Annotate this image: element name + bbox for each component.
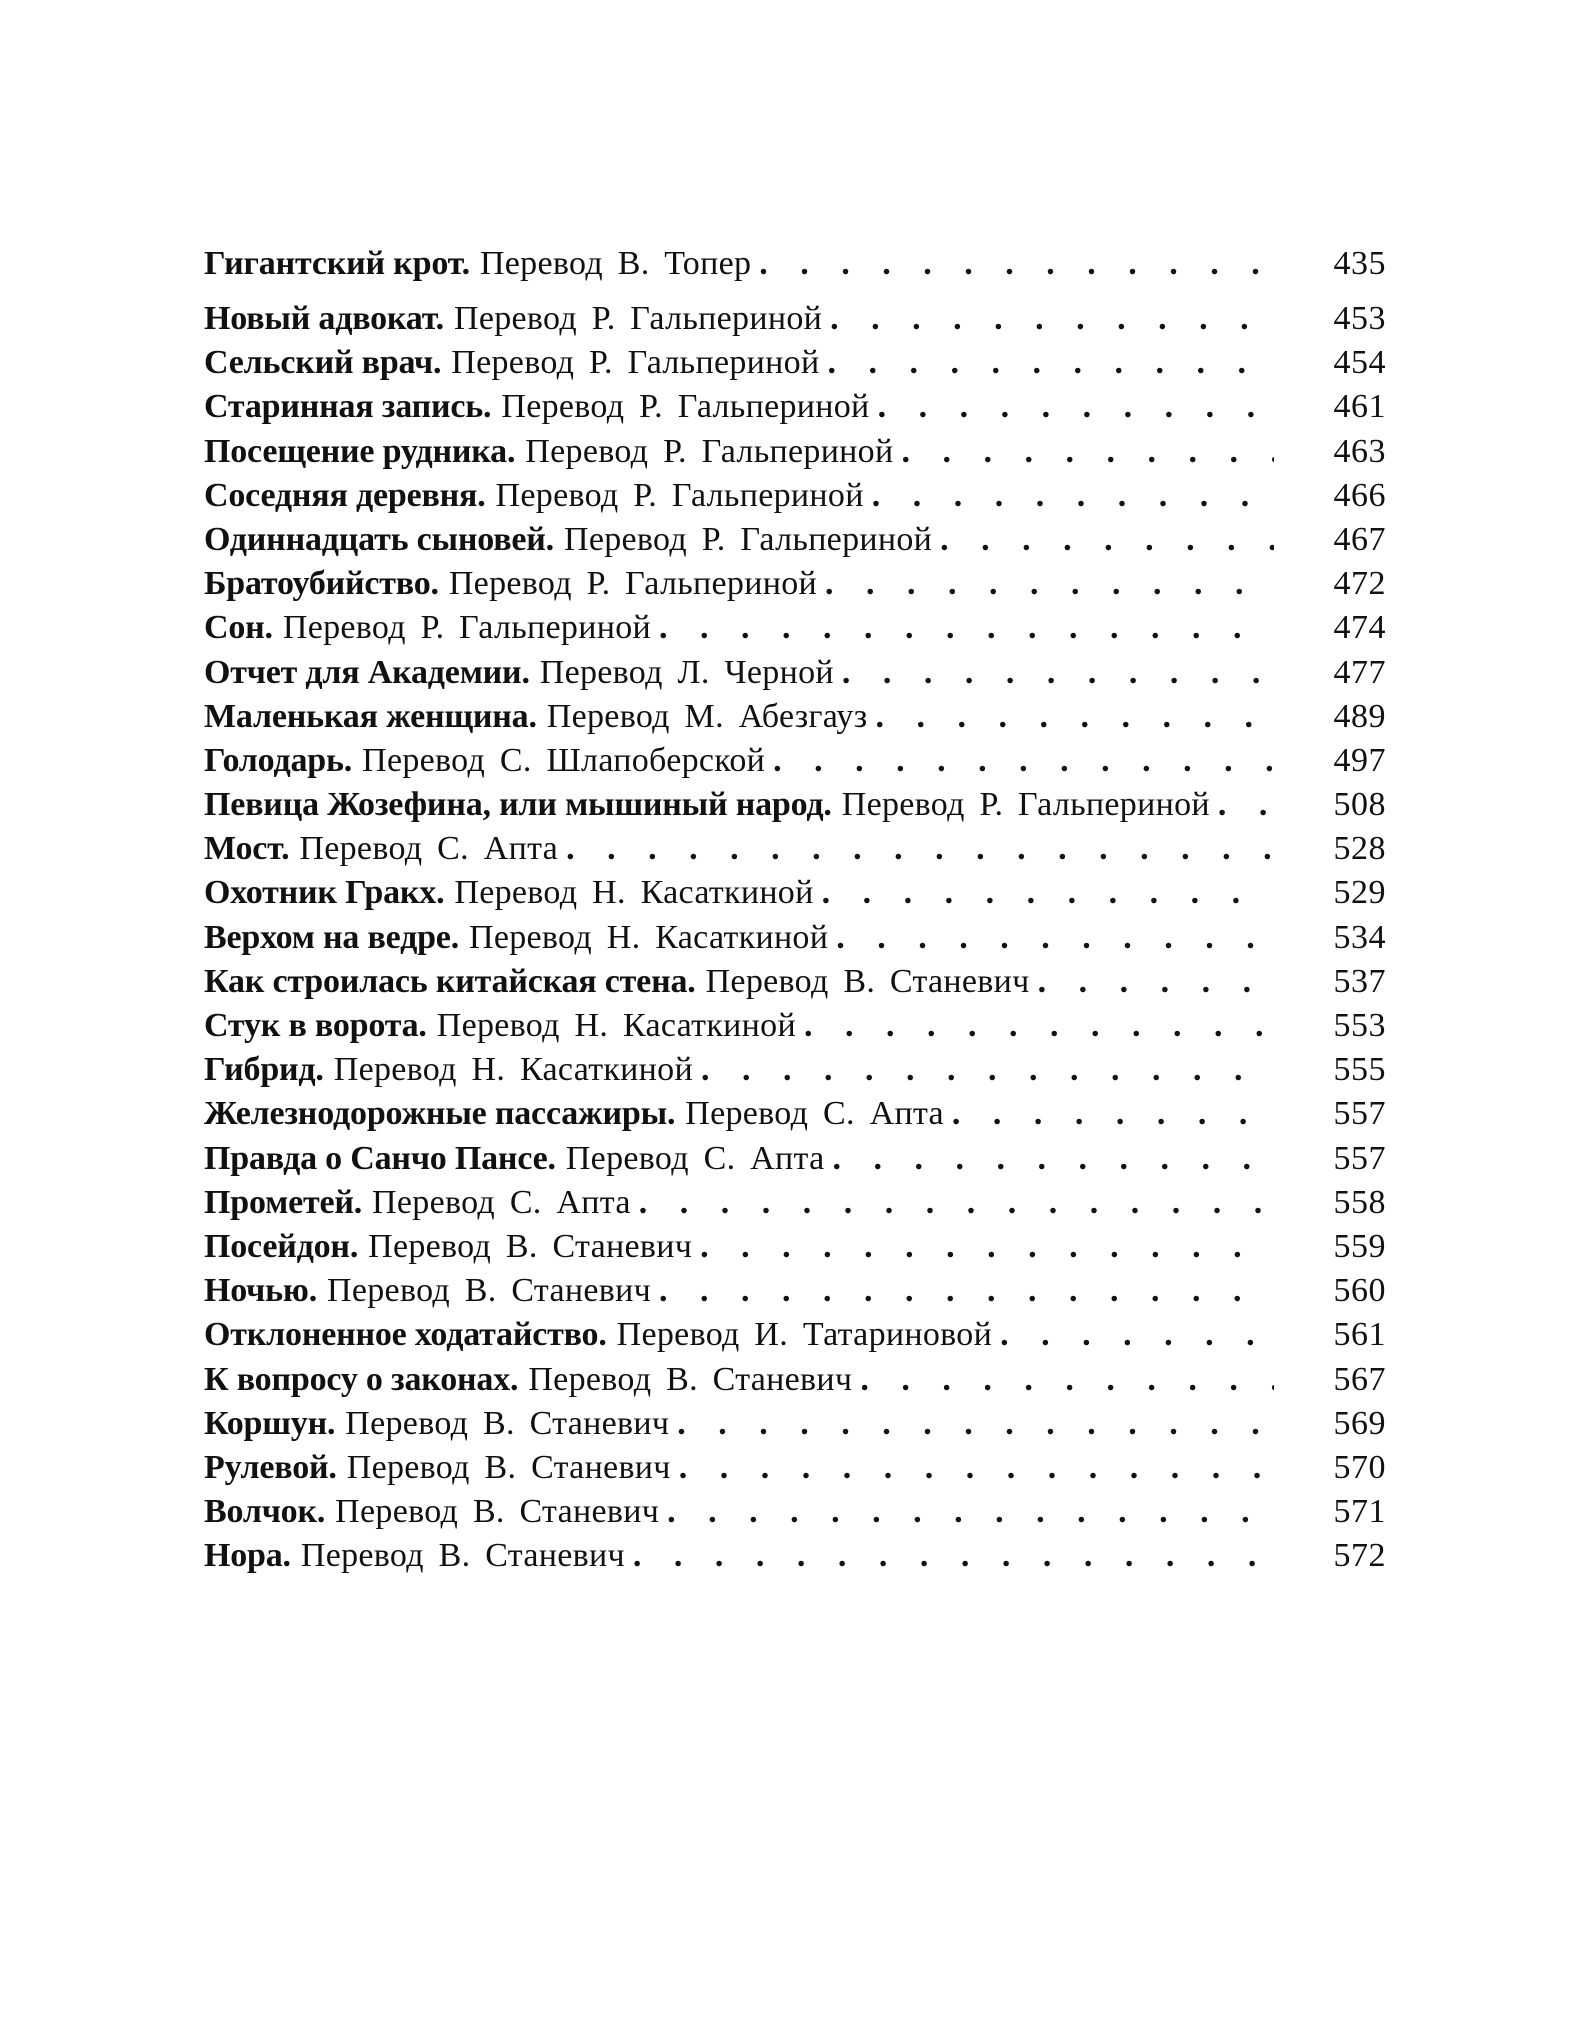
entry-page-number: 435 <box>1333 245 1386 282</box>
entry-translator: Перевод В. Станевич <box>528 1360 853 1398</box>
toc-entry <box>204 1446 1386 1490</box>
toc-entry <box>204 1137 1386 1181</box>
entry-translator: Перевод Н. Касаткиной <box>454 874 814 912</box>
entry-page-number: 463 <box>1333 432 1386 470</box>
entry-page-number: 489 <box>1333 697 1386 735</box>
toc-entry <box>204 1358 1386 1402</box>
dot-leader <box>659 606 1274 650</box>
toc-entry <box>204 1048 1386 1092</box>
entry-page-number: 559 <box>1333 1227 1386 1265</box>
dot-leader <box>860 1358 1274 1402</box>
dot-leader <box>667 1490 1274 1534</box>
entry-translator: Перевод Р. Гальпериной <box>501 388 870 426</box>
dot-leader <box>875 695 1274 739</box>
entry-translator: Перевод Р. Гальпериной <box>841 786 1210 824</box>
toc-entry <box>204 1092 1386 1136</box>
entry-page-number: 560 <box>1333 1272 1386 1310</box>
dot-leader <box>833 1137 1275 1181</box>
entry-title: Посейдон. <box>204 1227 359 1265</box>
toc-entry <box>204 651 1386 695</box>
entry-translator: Перевод В. Станевич <box>345 1404 670 1442</box>
dot-leader <box>701 1048 1274 1092</box>
entry-page-number: 529 <box>1333 874 1386 912</box>
entry-page-number: 472 <box>1333 565 1386 603</box>
dot-leader <box>822 871 1274 915</box>
toc-entry <box>204 871 1386 915</box>
entry-title: Братоубийство. <box>204 565 439 603</box>
toc-entry <box>204 1313 1386 1357</box>
entry-page-number: 557 <box>1333 1139 1386 1177</box>
entry-title: Сельский врач. <box>204 344 442 382</box>
entry-title: Прометей. <box>204 1183 363 1221</box>
dot-leader <box>659 1269 1274 1313</box>
entry-page-number: 553 <box>1333 1007 1386 1044</box>
entry-title: Гигантский крот. <box>204 245 470 282</box>
dot-leader <box>901 430 1274 474</box>
entry-title: Рулевой. <box>204 1448 337 1486</box>
entry-translator: Перевод В. Станевич <box>335 1493 660 1531</box>
entry-title: Посещение рудника. <box>204 432 516 470</box>
entry-title: Гибрид. <box>204 1051 324 1089</box>
entry-translator: Перевод М. Абезгауз <box>546 697 868 735</box>
entry-title: Нора. <box>204 1537 291 1575</box>
toc-entry <box>204 341 1386 385</box>
toc-entry <box>204 1490 1386 1534</box>
entry-title: Сон. <box>204 609 273 647</box>
dot-leader <box>566 827 1274 871</box>
entry-page-number: 534 <box>1333 918 1386 956</box>
toc-entry <box>204 960 1386 1004</box>
entry-page-number: 454 <box>1333 344 1386 382</box>
entry-page-number: 558 <box>1333 1183 1386 1221</box>
entry-translator: Перевод Р. Гальпериной <box>453 300 823 337</box>
entry-translator: Перевод С. Апта <box>299 830 559 868</box>
entry-page-number: 453 <box>1333 300 1386 337</box>
entry-page-number: 508 <box>1333 786 1386 824</box>
toc-entry <box>204 827 1386 871</box>
toc-entry <box>204 430 1386 474</box>
dot-leader <box>677 1402 1274 1446</box>
dot-leader <box>1218 783 1274 827</box>
dot-leader <box>940 518 1274 562</box>
entry-translator: Перевод С. Шлапоберской <box>362 741 766 779</box>
toc-entry <box>204 297 1386 341</box>
entry-title: Охотник Гракх. <box>204 874 445 912</box>
entry-page-number: 555 <box>1333 1051 1386 1089</box>
dot-leader <box>804 1004 1274 1048</box>
entry-translator: Перевод В. Топер <box>479 245 752 282</box>
entry-translator: Перевод Р. Гальпериной <box>451 344 820 382</box>
toc-entry <box>204 1181 1386 1225</box>
entry-translator: Перевод В. Станевич <box>300 1537 625 1575</box>
entry-page-number: 477 <box>1333 653 1386 691</box>
dot-leader <box>633 1534 1274 1578</box>
entry-title: Волчок. <box>204 1493 326 1531</box>
dot-leader <box>773 739 1274 783</box>
entry-translator: Перевод С. Апта <box>685 1095 944 1133</box>
entry-title: Новый адвокат. <box>204 300 444 337</box>
dot-leader <box>836 916 1274 960</box>
entry-title: Одиннадцать сыновей. <box>204 520 554 558</box>
entry-translator: Перевод Р. Гальпериной <box>563 520 933 558</box>
entry-translator: Перевод И. Татариновой <box>616 1316 993 1354</box>
toc-entry <box>204 474 1386 518</box>
toc-entry <box>204 562 1386 606</box>
toc-entry <box>204 695 1386 739</box>
entry-translator: Перевод Н. Касаткиной <box>436 1007 796 1044</box>
entry-page-number: 466 <box>1333 476 1386 514</box>
dot-leader <box>1038 960 1274 1004</box>
entry-page-number: 537 <box>1333 962 1386 1000</box>
entry-translator: Перевод Л. Черной <box>539 653 834 691</box>
entry-page-number: 557 <box>1333 1095 1386 1133</box>
entry-translator: Перевод С. Апта <box>372 1183 631 1221</box>
entry-page-number: 461 <box>1333 388 1386 426</box>
entry-title: Маленькая женщина. <box>204 697 537 735</box>
entry-title: Ночью. <box>204 1272 318 1310</box>
dot-leader <box>679 1446 1274 1490</box>
entry-translator: Перевод Н. Касаткиной <box>469 918 829 956</box>
entry-title: Коршун. <box>204 1404 336 1442</box>
dot-leader <box>759 242 1274 286</box>
entry-page-number: 569 <box>1333 1404 1386 1442</box>
table-of-contents <box>204 242 1386 1578</box>
entry-title: К вопросу о законах. <box>204 1360 519 1398</box>
entry-title: Старинная запись. <box>204 388 492 426</box>
entry-translator: Перевод Н. Касаткиной <box>333 1051 693 1089</box>
entry-title: Стук в ворота. <box>204 1007 427 1044</box>
dot-leader <box>639 1181 1274 1225</box>
dot-leader <box>827 341 1274 385</box>
dot-leader <box>842 651 1274 695</box>
toc-entry <box>204 1004 1386 1048</box>
entry-title: Голодарь. <box>204 741 353 779</box>
entry-page-number: 474 <box>1333 609 1386 647</box>
entry-title: Отчет для Академии. <box>204 653 530 691</box>
toc-entry <box>204 783 1386 827</box>
dot-leader <box>825 562 1274 606</box>
entry-page-number: 567 <box>1333 1360 1386 1398</box>
entry-page-number: 528 <box>1333 830 1386 868</box>
entry-title: Певица Жозефина, или мышиный народ. <box>204 786 832 824</box>
entry-translator: Перевод С. Апта <box>565 1139 825 1177</box>
toc-entry <box>204 1534 1386 1578</box>
entry-page-number: 467 <box>1333 520 1386 558</box>
entry-title: Мост. <box>204 830 290 868</box>
entry-title: Соседняя деревня. <box>204 476 486 514</box>
toc-entry <box>204 739 1386 783</box>
dot-leader <box>952 1092 1274 1136</box>
entry-page-number: 572 <box>1333 1537 1386 1575</box>
dot-leader <box>1000 1313 1274 1357</box>
dot-leader <box>878 385 1274 429</box>
entry-translator: Перевод Р. Гальпериной <box>495 476 864 514</box>
toc-entry <box>204 606 1386 650</box>
toc-entry <box>204 518 1386 562</box>
toc-entry <box>204 1269 1386 1313</box>
entry-page-number: 571 <box>1333 1493 1386 1531</box>
entry-translator: Перевод В. Станевич <box>368 1227 693 1265</box>
entry-page-number: 570 <box>1333 1448 1386 1486</box>
toc-entry <box>204 1402 1386 1446</box>
entry-translator: Перевод В. Станевич <box>327 1272 651 1310</box>
dot-leader <box>872 474 1274 518</box>
entry-title: Железнодорожные пассажиры. <box>204 1095 676 1133</box>
entry-translator: Перевод В. Станевич <box>705 962 1030 1000</box>
entry-title: Отклоненное ходатайство. <box>204 1316 607 1354</box>
dot-leader <box>830 297 1274 341</box>
entry-title: Верхом на ведре. <box>204 918 459 956</box>
toc-entry <box>204 242 1386 297</box>
dot-leader <box>700 1225 1274 1269</box>
toc-entry <box>204 1225 1386 1269</box>
entry-translator: Перевод Р. Гальпериной <box>282 609 652 647</box>
toc-entry <box>204 916 1386 960</box>
toc-entry <box>204 385 1386 429</box>
entry-title: Как строилась китайская стена. <box>204 962 696 1000</box>
entry-title: Правда о Санчо Пансе. <box>204 1139 556 1177</box>
entry-translator: Перевод Р. Гальпериной <box>448 565 818 603</box>
entry-translator: Перевод В. Станевич <box>346 1448 671 1486</box>
entry-page-number: 561 <box>1333 1316 1386 1354</box>
entry-translator: Перевод Р. Гальпериной <box>525 432 894 470</box>
entry-page-number: 497 <box>1333 741 1386 779</box>
